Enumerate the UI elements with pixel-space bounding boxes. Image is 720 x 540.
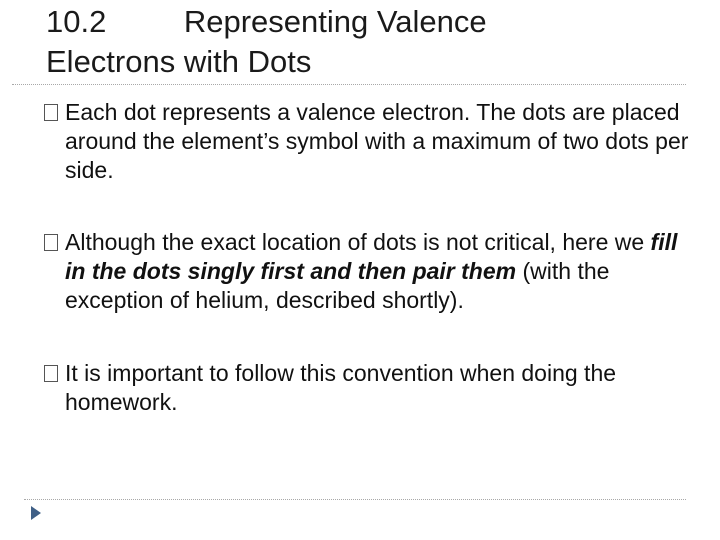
bullet-text-2-emphasis: fill in the dots singly first and then pair them [65, 229, 678, 284]
bullet-text-3: It is important to follow this convention when doing the homework. [65, 360, 617, 415]
triangle-arrow-icon [31, 506, 41, 520]
hollow-square-bullet-icon [44, 234, 58, 251]
footer-divider [24, 499, 686, 500]
bullet-item-2 [44, 228, 694, 315]
bullet-text-1: Each dot represents a valence electron. The dots are placed around the element’s symbol with a maximum of two dots per side. [65, 99, 689, 183]
hollow-square-bullet-icon [44, 104, 58, 121]
title-line-2: Electrons with Dots [46, 44, 312, 79]
slide-title [46, 2, 686, 82]
title-divider [12, 84, 686, 85]
bullet-item-1 [44, 98, 694, 185]
bullet-list [44, 98, 694, 460]
bullet-text-2-before: Although the exact location of dots is not critical, here we [65, 229, 651, 255]
title-line-1: 10.2 Representing Valence [46, 4, 487, 39]
hollow-square-bullet-icon [44, 365, 58, 382]
bullet-text-2-after: (with the exception of helium, described shortly). [65, 258, 610, 313]
bullet-item-3 [44, 359, 694, 417]
